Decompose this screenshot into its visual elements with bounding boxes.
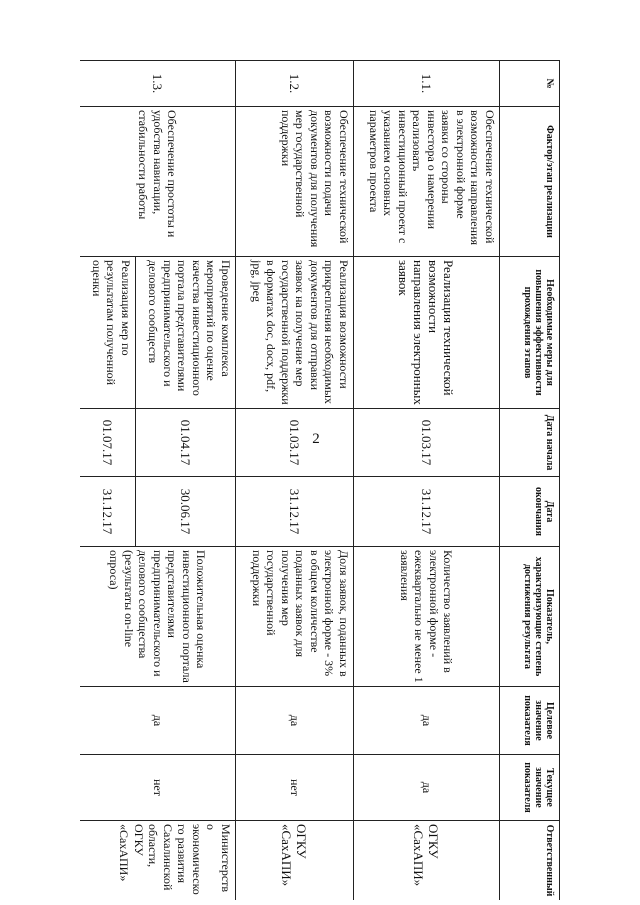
header-indicator: Показатель, характеризующие степень достижения результата [500,547,560,687]
header-current: Текущее значение показателя [500,755,560,821]
header-measures: Необходимые меры для повышения эффективности прохождения этапов [500,257,560,409]
measure-cell: Реализация мер по результатам полученной оценки [80,257,136,409]
indicator-cell: Количество заявлений в электронной форме - ежеквартально не менее 1 заявления [354,547,500,687]
date-start-cell: 01.03.17 [236,409,354,477]
date-end-cell: 31.12.17 [80,477,136,547]
header-date-start: Дата начала [500,409,560,477]
measure-cell: Реализация возможности прикрепления необходимых документов для отправки заявок на получение мер государственной поддержки в форматах doc, docx, pdf, jpg, jpeg [236,257,354,409]
responsible-cell: ОГКУ «СахАПИ» [236,821,354,901]
rotated-table [80,60,560,900]
table-row [236,61,354,901]
target-cell: да [80,687,236,755]
table-container [80,60,560,900]
factor-cell: Обеспечение простоты и удобства навигации, стабильности работы [80,107,236,257]
indicator-cell: Доля заявок, поданных в электронной форме - 3% в общем количестве поданных заявок для получения мер государственной поддержки [236,547,354,687]
header-row [500,61,560,901]
measure-cell: Реализация технической возможности направления электронных заявок [354,257,500,409]
table-row [354,61,500,901]
factor-cell: Обеспечение технической возможности направления в электронной форме заявки со стороны инвестора о намерении реализовать инвестиционный проект с указанием основных параметров проекта [354,107,500,257]
current-cell: да [354,755,500,821]
date-end-cell: 31.12.17 [354,477,500,547]
date-start-cell: 01.07.17 [80,409,136,477]
target-cell: да [354,687,500,755]
row-number: 1.1. [354,61,500,107]
table-row [136,61,236,901]
indicator-cell: Положительная оценка инвестиционного портала представителями предпринимательского и делового сообщества (результаты on-line опроса) [80,547,236,687]
responsible-cell: ОГКУ «СахАПИ» [354,821,500,901]
row-number: 1.3. [80,61,236,107]
header-factor: Фактор/этап реализации [500,107,560,257]
factor-cell: Обеспечение технической возможности подачи документов для получения мер государственной поддержки [236,107,354,257]
row-number: 1.2. [236,61,354,107]
date-end-cell: 30.06.17 [136,477,236,547]
target-cell: да [236,687,354,755]
header-num: № [500,61,560,107]
header-date-end: Дата окончания [500,477,560,547]
page-number: 2 [312,431,320,447]
measure-cell: Проведение комплекса мероприятий по оценке качества инвестиционного портала представителями предпринимательского и делового сообществ [136,257,236,409]
header-responsible: Ответственный [500,821,560,901]
responsible-cell: Министерство экономического развития Сахалинской области, ОГКУ «СахАПИ» [80,821,236,901]
measures-table [80,60,560,900]
current-cell: нет [236,755,354,821]
date-start-cell: 01.04.17 [136,409,236,477]
date-start-cell: 01.03.17 [354,409,500,477]
current-cell: нет [80,755,236,821]
date-end-cell: 31.12.17 [236,477,354,547]
header-target: Целевое значение показателя [500,687,560,755]
